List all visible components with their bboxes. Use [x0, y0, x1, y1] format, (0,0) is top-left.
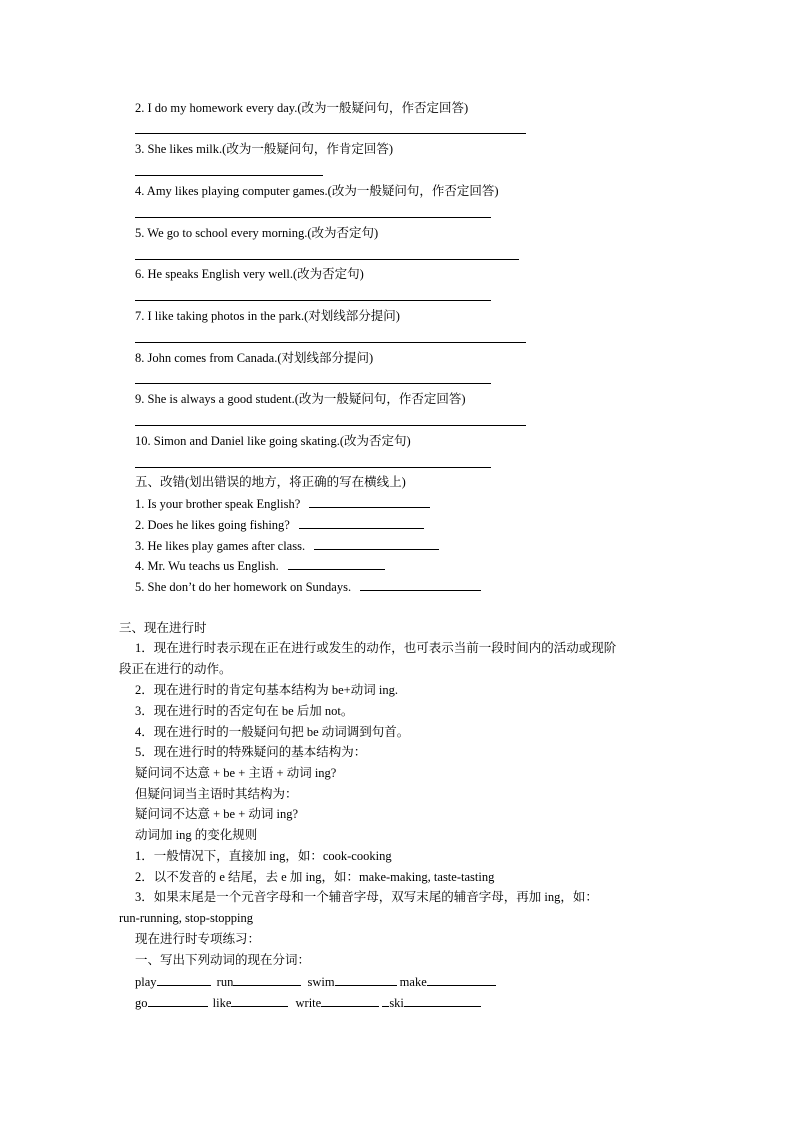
verb-go: go — [135, 996, 148, 1010]
section-5-title: 五、改错(划出错误的地方，将正确的写在横线上) — [135, 475, 406, 489]
verb-blank-make[interactable] — [427, 973, 496, 986]
correction-text-4: 4. Mr. Wu teachs us English. — [135, 559, 279, 573]
answer-line-9[interactable] — [135, 425, 526, 426]
question-8: 8. John comes from Canada.(对划线部分提问) — [135, 351, 374, 365]
exercise-1-title: 一、写出下列动词的现在分词： — [135, 953, 311, 967]
question-4: 4. Amy likes playing computer games.(改为一般疑问句，作否定回答) — [135, 184, 499, 198]
question-2: 2. I do my homework every day.(改为一般疑问句，作否定回答) — [135, 101, 469, 115]
question-7: 7. I like taking photos in the park.(对划线部分提问) — [135, 309, 400, 323]
question-5: 5. We go to school every morning.(改为否定句) — [135, 226, 379, 240]
correction-blank-5[interactable] — [360, 578, 481, 591]
verb-blank-play[interactable] — [157, 973, 211, 986]
question-9: 9. She is always a good student.(改为一般疑问句，作否定回答) — [135, 392, 466, 406]
verb-blank-like[interactable] — [231, 994, 288, 1007]
answer-line-8[interactable] — [135, 383, 491, 384]
verb-swim: swim — [307, 975, 335, 989]
point-3: 3．现在进行时的否定句在 be 后加 not。 — [135, 704, 354, 718]
verb-blank-run[interactable] — [233, 973, 301, 986]
question-10: 10. Simon and Daniel like going skating.(改为否定句) — [135, 434, 411, 448]
point-1-line-1: 1．现在进行时表示现在正在进行或发生的动作，也可表示当前一段时间内的活动或现阶 — [135, 641, 617, 655]
verb-blank-write[interactable] — [321, 994, 379, 1007]
correction-blank-1[interactable] — [309, 495, 430, 508]
answer-line-6[interactable] — [135, 300, 491, 301]
structure-1: 疑问词不达意 + be + 主语 + 动词 ing? — [135, 766, 337, 780]
verb-make: make — [399, 975, 427, 989]
correction-blank-2[interactable] — [299, 516, 424, 529]
correction-item-5 — [135, 578, 481, 595]
verb-ski: ski — [389, 996, 404, 1010]
correction-text-1: 1. Is your brother speak English? — [135, 497, 301, 511]
verb-play: play — [135, 975, 157, 989]
verb-run: run — [216, 975, 234, 989]
ing-rule-2: 2．以不发音的 e 结尾，去 e 加 ing，如：make-making, taste-tasting — [135, 870, 495, 884]
correction-blank-3[interactable] — [314, 537, 439, 550]
correction-text-2: 2. Does he likes going fishing? — [135, 518, 290, 532]
ing-rules-title: 动词加 ing 的变化规则 — [135, 828, 258, 842]
correction-item-2 — [135, 516, 424, 533]
verb-write: write — [295, 996, 322, 1010]
question-6: 6. He speaks English very well.(改为否定句) — [135, 267, 364, 281]
structure-note: 但疑问词当主语时其结构为： — [135, 787, 298, 801]
verb-blank-go[interactable] — [148, 994, 208, 1007]
point-4: 4．现在进行时的一般疑问句把 be 动词调到句首。 — [135, 725, 410, 739]
answer-line-7[interactable] — [135, 342, 526, 343]
verb-row-1 — [135, 973, 496, 990]
correction-text-5: 5. She don’t do her homework on Sundays. — [135, 580, 352, 594]
structure-2: 疑问词不达意 + be + 动词 ing? — [135, 807, 299, 821]
point-2: 2．现在进行时的肯定句基本结构为 be+动词 ing. — [135, 683, 398, 697]
practice-title: 现在进行时专项练习： — [135, 932, 261, 946]
question-3: 3. She likes milk.(改为一般疑问句，作肯定回答) — [135, 142, 393, 156]
section-3-title: 三、现在进行时 — [119, 621, 207, 635]
answer-line-5[interactable] — [135, 259, 519, 260]
point-5: 5．现在进行时的特殊疑问的基本结构为： — [135, 745, 367, 759]
verb-blank-ski[interactable] — [404, 994, 481, 1007]
ing-rule-3-line-1: 3．如果末尾是一个元音字母和一个辅音字母，双写末尾的辅音字母，再加 ing，如： — [135, 890, 598, 904]
verb-blank-swim[interactable] — [335, 973, 397, 986]
ing-rule-3-line-2: run-running, stop-stopping — [119, 911, 254, 925]
answer-line-3[interactable] — [135, 175, 323, 176]
correction-item-1 — [135, 495, 430, 512]
answer-line-10[interactable] — [135, 467, 491, 468]
correction-item-3 — [135, 537, 439, 554]
ing-rule-1: 1．一般情况下，直接加 ing，如：cook-cooking — [135, 849, 392, 863]
correction-text-3: 3. He likes play games after class. — [135, 539, 306, 553]
correction-item-4 — [135, 557, 385, 574]
answer-line-4[interactable] — [135, 217, 491, 218]
answer-line-2[interactable] — [135, 133, 526, 134]
verb-row-2 — [135, 994, 481, 1011]
verb-like: like — [212, 996, 232, 1010]
correction-blank-4[interactable] — [288, 557, 385, 570]
point-1-line-2: 段正在进行的动作。 — [119, 662, 232, 676]
